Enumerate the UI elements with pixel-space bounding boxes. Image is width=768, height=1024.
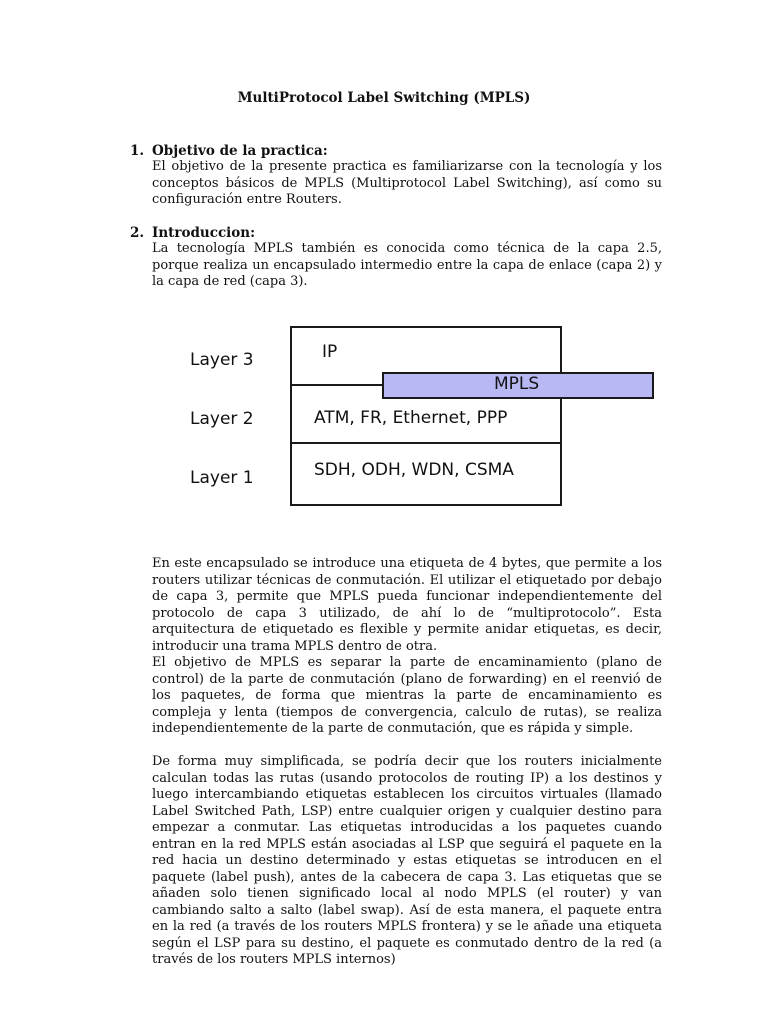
document-title: MultiProtocol Label Switching (MPLS) [237, 90, 531, 106]
layer-1-protocols: SDH, ODH, WDN, CSMA [314, 460, 514, 480]
section-2-text: La tecnología MPLS también es conocida como técnica de la capa 2.5, porque realiza un encapsulado intermedio entre la capa de enlace (capa 2) y la capa de red (capa 3). [152, 241, 662, 289]
section-2-number: 2. [130, 225, 145, 241]
mpls-label: MPLS [494, 374, 540, 394]
section-2-heading [130, 225, 255, 241]
layer-1-label: Layer 1 [190, 468, 254, 488]
section-2-title: Introduccion: [152, 225, 256, 241]
section-1-text: El objetivo de la presente practica es familiarizarse con la tecnología y los conceptos básicos de MPLS (Multiprotocol Label Switching), así como su configuración entre Routers. [152, 159, 662, 207]
layer-3-protocols: IP [322, 342, 338, 362]
body-paragraph: El objetivo de MPLS es separar la parte de encaminamiento (plano de control) de la parte de conmutación (plano de forwarding) en el reenvió de los paquetes, de forma que mientras la parte de encaminamiento es compleja y lenta (tiempos de convergencia, calculo de rutas), se realiza independientemente de la parte de conmutación, que es rápida y simple. [152, 655, 662, 736]
osi-layers-diagram [180, 318, 660, 510]
section-1-title: Objetivo de la practica: [152, 143, 328, 159]
body-paragraph: En este encapsulado se introduce una etiqueta de 4 bytes, que permite a los routers utilizar técnicas de conmutación. El utilizar el etiquetado por debajo de capa 3, permite que MPLS pueda funcionar independientemente del protocolo de capa 3 utilizado, de ahí lo de “multiprotocolo”. Esta arquitectura de etiquetado es flexible y permite anidar etiquetas, es decir, introducir una trama MPLS dentro de otra. [152, 556, 662, 654]
layer-3-label: Layer 3 [190, 350, 254, 370]
body-text [152, 556, 662, 969]
body-paragraph: De forma muy simplificada, se podría decir que los routers inicialmente calculan todas las rutas (usando protocolos de routing IP) a los destinos y luego intercambiando etiquetas establecen los circuitos virtuales (llamado Label Switched Path, LSP) entre cualquier origen y cualquier destino para empezar a conmutar. Las etiquetas introducidas a los paquetes cuando entran en la red MPLS están asociadas al LSP que seguirá el paquete en la red hacia un destino determinado y estas etiquetas se introducen en el paquete (label push), antes de la cabecera de capa 3. Las etiquetas que se añaden solo tienen significado local al nodo MPLS (el router) y van cambiando salto a salto (label swap). Así de esta manera, el paquete entra en la red (a través de los routers MPLS frontera) y se le añade una etiqueta según el LSP para su destino, el paquete es conmutado dentro de la red (a través de los routers MPLS internos) [152, 754, 662, 967]
layer-2-label: Layer 2 [190, 409, 254, 429]
layer-2-protocols: ATM, FR, Ethernet, PPP [314, 408, 508, 428]
section-1-heading [130, 143, 328, 159]
section-1-number: 1. [130, 143, 145, 159]
